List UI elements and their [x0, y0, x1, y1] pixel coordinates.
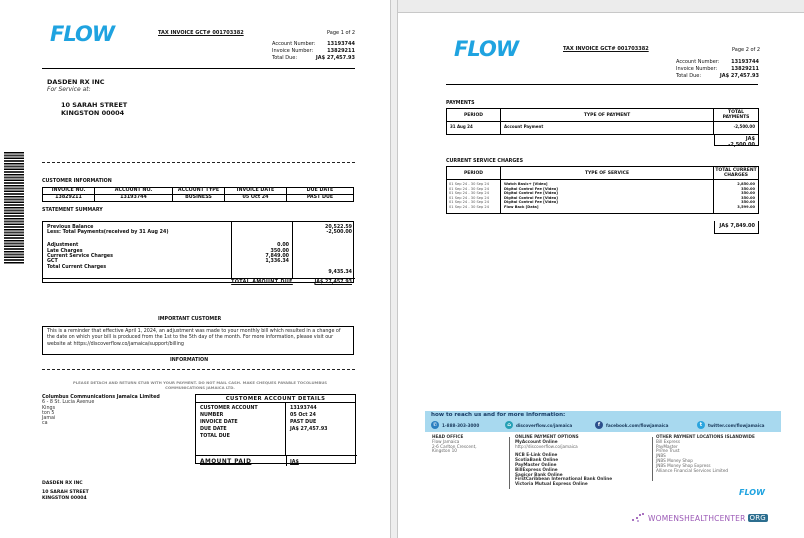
account-number-label: Account Number:: [676, 59, 720, 65]
column-divider: [509, 437, 510, 489]
column-line: 2-6 Carlton Crescent,: [432, 443, 477, 449]
total-due-value: JA$ 27,457.93: [719, 73, 759, 79]
column-title: OTHER PAYMENT LOCATIONS ISLANDWIDE: [656, 434, 755, 439]
charge-amount: 2,850.00: [737, 182, 755, 186]
late-charges-value: 350.00: [270, 249, 289, 254]
column-line: Sagicor Bank Online: [515, 471, 563, 477]
column-line: Alliance Financial Services Limited: [656, 467, 729, 473]
payments-value: -2,500.00: [326, 230, 352, 235]
flow-logo: FLOW: [50, 22, 114, 46]
detail-value: JA$ 27,457.93: [290, 427, 328, 432]
charge-amount: 350.00: [741, 186, 755, 191]
phone-contact[interactable]: [431, 421, 479, 429]
invoice-number-label: Invoice Number:: [272, 48, 314, 54]
column-line: PayMaster: [656, 443, 678, 449]
flow-logo-small: FLOW: [739, 488, 765, 497]
previous-balance-value: 20,522.59: [324, 225, 352, 230]
adjustment-label: Adjustment: [47, 243, 79, 248]
twitter-contact[interactable]: [697, 421, 765, 429]
column-line: MyAccount Online: [515, 438, 558, 444]
current-charges-label: Current Service Charges: [47, 254, 113, 259]
tax-invoice-title: TAX INVOICE GCT# 001703382: [158, 30, 244, 36]
table-header: TOTAL PAYMENTS: [714, 109, 759, 122]
table-header: INVOICE NO.: [43, 188, 95, 195]
page-gutter: [390, 0, 398, 538]
column-divider: [652, 437, 653, 481]
table-header: ACCOUNT NO.: [95, 188, 173, 195]
column-line: PayMaster Online: [515, 461, 557, 467]
remit-address: [42, 395, 160, 427]
gct-label: GCT: [47, 259, 58, 264]
detail-label: TOTAL DUE: [200, 434, 230, 439]
account-number-value: 13193744: [731, 59, 759, 65]
dashed-divider: [42, 162, 355, 163]
statement-summary-box: [42, 221, 354, 283]
phone-number: 1-888-303-3000: [442, 422, 480, 428]
watermark-text: WOMENSHEALTHCENTER: [648, 513, 746, 523]
late-charges-label: Late Charges: [47, 249, 83, 254]
charge-type: Digital Control Fee [Video]: [504, 191, 558, 196]
column-line: BillExpress Online: [515, 466, 558, 472]
table-header: TOTAL CURRENT CHARGES: [715, 168, 757, 178]
column-line: NCB E-Link Online: [515, 452, 558, 458]
column-link[interactable]: http://discoverflow.co/jamaica: [515, 443, 578, 449]
notice-footer: INFORMATION: [170, 358, 209, 363]
address-line: KINGSTON 00004: [61, 109, 125, 117]
facebook-icon: f: [595, 421, 603, 429]
charge-amount: 350.00: [741, 191, 755, 196]
adjustment-value: 0.00: [277, 243, 289, 248]
mailing-line: 10 SARAH STREET: [42, 490, 89, 496]
previous-balance-label: Previous Balance: [47, 225, 94, 230]
invoice-number-value: 13829211: [327, 48, 355, 54]
phone-icon: ✆: [432, 422, 438, 428]
remit-line: 6 - 8 St. Lucia Avenue: [42, 400, 95, 406]
contact-band: [425, 411, 781, 432]
watermark-org: ORG: [749, 514, 766, 522]
charge-type: Digital Control Fee [Video]: [504, 200, 558, 205]
charge-amount: 3,599.00: [737, 204, 755, 209]
table-cell: PAST DUE: [287, 195, 354, 202]
facebook-link: facebook.com/flowjamaica: [606, 422, 669, 428]
payments-label: Less: Total Payments(received by 31 Aug 24): [47, 230, 169, 235]
customer-account-details: [195, 394, 356, 464]
table-cell: -2,500.00: [714, 122, 759, 135]
charge-amount: 350.00: [741, 195, 755, 200]
detail-value: 05 Oct 24: [290, 413, 316, 418]
remit-company: Columbus Communications Jamaica Limited: [42, 395, 160, 400]
remit-line: ca: [42, 421, 48, 427]
account-number-value: 13193744: [327, 41, 355, 47]
remit-line: Kings: [42, 405, 56, 411]
notice-box: This is a reminder that effective April 1, 2024, an adjustment was made to your monthly bill which resulted in a change of the date on which your bill is produced from the 1st to the 5th day of the month. For more information, please visit our website at https://discoverflow.co/jamaica/support/billing: [42, 326, 354, 355]
service-charges-title: CURRENT SERVICE CHARGES: [446, 159, 524, 164]
customer-name: DASDEN RX INC: [47, 78, 105, 86]
table-header: INVOICE DATE: [225, 188, 287, 195]
total-current-value: 9,435.34: [328, 270, 352, 275]
account-summary-block: [676, 59, 759, 80]
table-cell: Account Payment: [501, 122, 714, 135]
detail-label: CUSTOMER ACCOUNT NUMBER: [200, 406, 258, 418]
payments-table: [446, 108, 759, 135]
charge-period: 01 Sep 24 - 30 Sep 24: [449, 200, 489, 205]
facebook-contact[interactable]: [595, 421, 668, 429]
invoice-page-1: [0, 0, 390, 538]
mailing-address: [42, 481, 89, 501]
gct-value: 1,336.34: [265, 259, 289, 264]
flow-logo: FLOW: [454, 37, 518, 61]
invoice-number-value: 13829211: [731, 66, 759, 72]
column-line: JNBS Money Shop: [656, 457, 693, 463]
head-office-column: [432, 435, 477, 454]
web-contact[interactable]: [505, 421, 572, 429]
statement-summary-title: STATEMENT SUMMARY: [42, 208, 103, 213]
twitter-icon: t: [697, 421, 705, 429]
current-charges-value: 7,849.00: [265, 254, 289, 259]
account-summary-block: [272, 41, 355, 62]
web-link: discoverflow.co/jamaica: [516, 422, 573, 428]
column-line: Kingston 10: [432, 448, 457, 454]
column-line: Victoria Mutual Express Online: [515, 481, 588, 487]
detail-label: INVOICE DATE: [200, 420, 238, 425]
charge-amount: 350.00: [741, 200, 755, 205]
charge-type: Flow Back [Data]: [504, 204, 539, 209]
notice-title: IMPORTANT CUSTOMER: [158, 317, 222, 322]
charge-period: 01 Sep 24 - 30 Sep 24: [449, 204, 489, 209]
charge-type: Digital Control Fee [Video]: [504, 186, 558, 191]
table-header: PERIOD: [447, 167, 501, 180]
total-amount-due-label: TOTAL AMOUNT DUE: [231, 279, 293, 285]
column-line: JNBS: [656, 453, 666, 459]
customer-info-table: [42, 187, 354, 202]
charge-period: 01 Sep 24 - 30 Sep 24: [449, 195, 489, 200]
column-line: FirstCaribbean International Bank Online: [515, 476, 613, 482]
table-header: TYPE OF SERVICE: [501, 167, 714, 180]
invoice-page-2: [398, 12, 804, 538]
barcode: [4, 152, 24, 264]
table-header: PERIOD: [447, 109, 501, 122]
charge-type: Digital Control Fee [Video]: [504, 195, 558, 200]
header-divider: [42, 68, 355, 69]
watermark-dots-icon: [632, 513, 646, 523]
total-due-label: Total Due:: [272, 55, 298, 61]
table-cell: 31 Aug 24: [447, 122, 501, 135]
page-number: Page 2 of 2: [732, 47, 761, 53]
detail-value: 13193744: [290, 406, 317, 411]
column-title: ONLINE PAYMENT OPTIONS: [515, 434, 579, 439]
table-cell: 13193744: [95, 195, 173, 202]
column-title: HEAD OFFICE: [432, 434, 464, 439]
address-line: 10 SARAH STREET: [61, 101, 128, 109]
detail-value: PAST DUE: [290, 420, 317, 425]
remit-line: ton 5: [42, 410, 55, 416]
charge-period: 01 Sep 24 - 30 Sep 24: [449, 191, 489, 196]
table-header: TYPE OF PAYMENT: [501, 109, 714, 122]
customer-info-title: CUSTOMER INFORMATION: [42, 179, 112, 184]
charge-period: 01 Sep 24 - 30 Sep 24: [449, 186, 489, 191]
online-payment-column: [515, 435, 612, 487]
home-icon: ⌂: [505, 421, 513, 429]
amount-paid-field[interactable]: JA$: [290, 460, 299, 465]
page-number: Page 1 of 2: [327, 30, 356, 36]
table-cell: BUSINESS: [173, 195, 225, 202]
charge-period: 01 Sep 24 - 30 Sep 24: [449, 182, 489, 186]
total-due-label: Total Due:: [676, 73, 702, 79]
service-address: [61, 101, 127, 117]
amount-paid-label: AMOUNT PAID: [200, 459, 252, 465]
payments-total: JA$ -2,500.00: [714, 134, 759, 146]
tax-invoice-title: TAX INVOICE GCT# 001703382: [563, 46, 649, 52]
service-charges-table: [446, 166, 759, 214]
account-number-label: Account Number:: [272, 41, 316, 47]
column-line: JNBS Money Shop Express: [656, 462, 711, 468]
watermark: [632, 513, 768, 523]
mailing-name: DASDEN RX INC: [42, 481, 83, 486]
detach-instructions: PLEASE DETACH AND RETURN STUB WITH YOUR PAYMENT. DO NOT MAIL CASH. MAKE CHEQUES PAYABLE TOCOLUMBUS COMMUNICATIONS JAMAICA LTD.: [72, 380, 328, 390]
service-at-label: For Service at:: [47, 86, 91, 93]
total-due-value: JA$ 27,457.93: [315, 55, 355, 61]
charge-type: Watch Basic+ [Video]: [504, 182, 548, 186]
header-divider: [446, 84, 758, 85]
detach-line: [42, 369, 355, 370]
payments-title: PAYMENTS: [446, 101, 475, 106]
table-cell: 05 Oct 24: [225, 195, 287, 202]
twitter-link: twitter.com/flowjamaica: [708, 422, 765, 428]
other-locations-column: [656, 435, 755, 473]
column-line: Prime Trust: [656, 448, 680, 454]
total-current-label: Total Current Charges: [47, 265, 107, 270]
contact-title: how to reach us and for more information:: [431, 412, 566, 418]
account-details-title: CUSTOMER ACCOUNT DETAILS: [196, 395, 355, 403]
detail-label: DUE DATE: [200, 427, 227, 432]
column-line: Bill Express: [656, 438, 681, 444]
table-header: ACCOUNT TYPE: [173, 188, 225, 195]
invoice-number-label: Invoice Number:: [676, 66, 718, 72]
total-amount-due-value: JA$ 27,457.93: [314, 279, 352, 285]
column-line: Flow Jamaica: [432, 438, 460, 444]
remit-line: Jamai: [42, 416, 56, 422]
column-line: ScotiaBank Online: [515, 457, 559, 463]
table-header: DUE DATE: [287, 188, 354, 195]
mailing-line: KINGSTON 00004: [42, 495, 87, 501]
table-cell: 13829211: [43, 195, 95, 202]
service-charges-total: JA$ 7,849.00: [714, 221, 759, 234]
